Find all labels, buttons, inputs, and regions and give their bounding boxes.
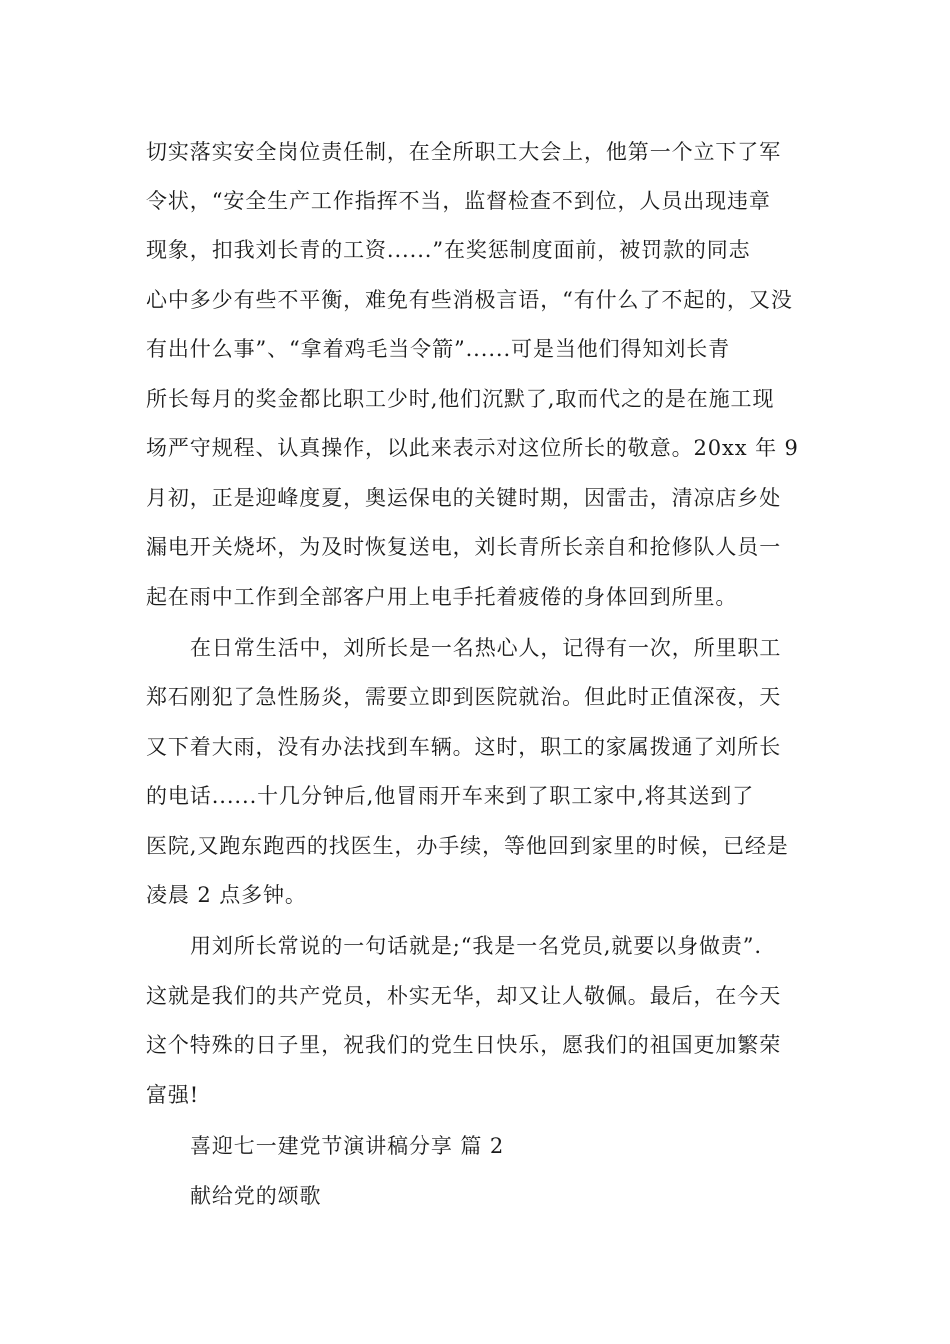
section-heading: 喜迎七一建党节演讲稿分享 篇 2 [190,1134,505,1158]
paragraph-line: 的电话......十几分钟后,他冒雨开车来到了职工家中,将其送到了 [146,784,755,808]
paragraph-line: 富强! [146,1083,200,1107]
paragraph-line: 漏电开关烧坏，为及时恢复送电，刘长青所长亲自和抢修队人员一 [146,535,782,559]
paragraph-line: 用刘所长常说的一句话就是;“我是一名党员,就要以身做责”. [190,934,762,958]
paragraph-line: 又下着大雨，没有办法找到车辆。这时，职工的家属拨通了刘所长 [146,735,782,759]
paragraph-line: 这个特殊的日子里，祝我们的党生日快乐，愿我们的祖国更加繁荣 [146,1033,782,1057]
paragraph-line: 在日常生活中，刘所长是一名热心人，记得有一次，所里职工 [190,636,782,660]
paragraph-line: 心中多少有些不平衡，难免有些消极言语，“有什么了不起的，又没 [146,288,793,312]
section-subtitle: 献给党的颂歌 [190,1184,322,1208]
paragraph-line: 凌晨 2 点多钟。 [146,883,307,907]
paragraph-line: 令状，“安全生产工作指挥不当，监督检查不到位，人员出现违章 [146,189,771,213]
paragraph-line: 切实落实安全岗位责任制，在全所职工大会上，他第一个立下了军 [146,140,782,164]
paragraph-line: 现象，扣我刘长青的工资......”在奖惩制度面前，被罚款的同志 [146,238,751,262]
paragraph-line: 郑石刚犯了急性肠炎，需要立即到医院就治。但此时正值深夜，天 [146,685,782,709]
paragraph-line: 医院,又跑东跑西的找医生，办手续，等他回到家里的时候，已经是 [146,834,789,858]
paragraph-line: 月初，正是迎峰度夏，奥运保电的关键时期，因雷击，清凉店乡处 [146,486,782,510]
paragraph-line: 场严守规程、认真操作，以此来表示对这位所长的敬意。20xx 年 9 [146,436,799,460]
paragraph-line: 这就是我们的共产党员，朴实无华，却又让人敬佩。最后，在今天 [146,984,782,1008]
paragraph-line: 有出什么事”、“拿着鸡毛当令箭”......可是当他们得知刘长青 [146,337,731,361]
paragraph-line: 所长每月的奖金都比职工少时,他们沉默了,取而代之的是在施工现 [146,387,775,411]
paragraph-line: 起在雨中工作到全部客户用上电手托着疲倦的身体回到所里。 [146,585,738,609]
